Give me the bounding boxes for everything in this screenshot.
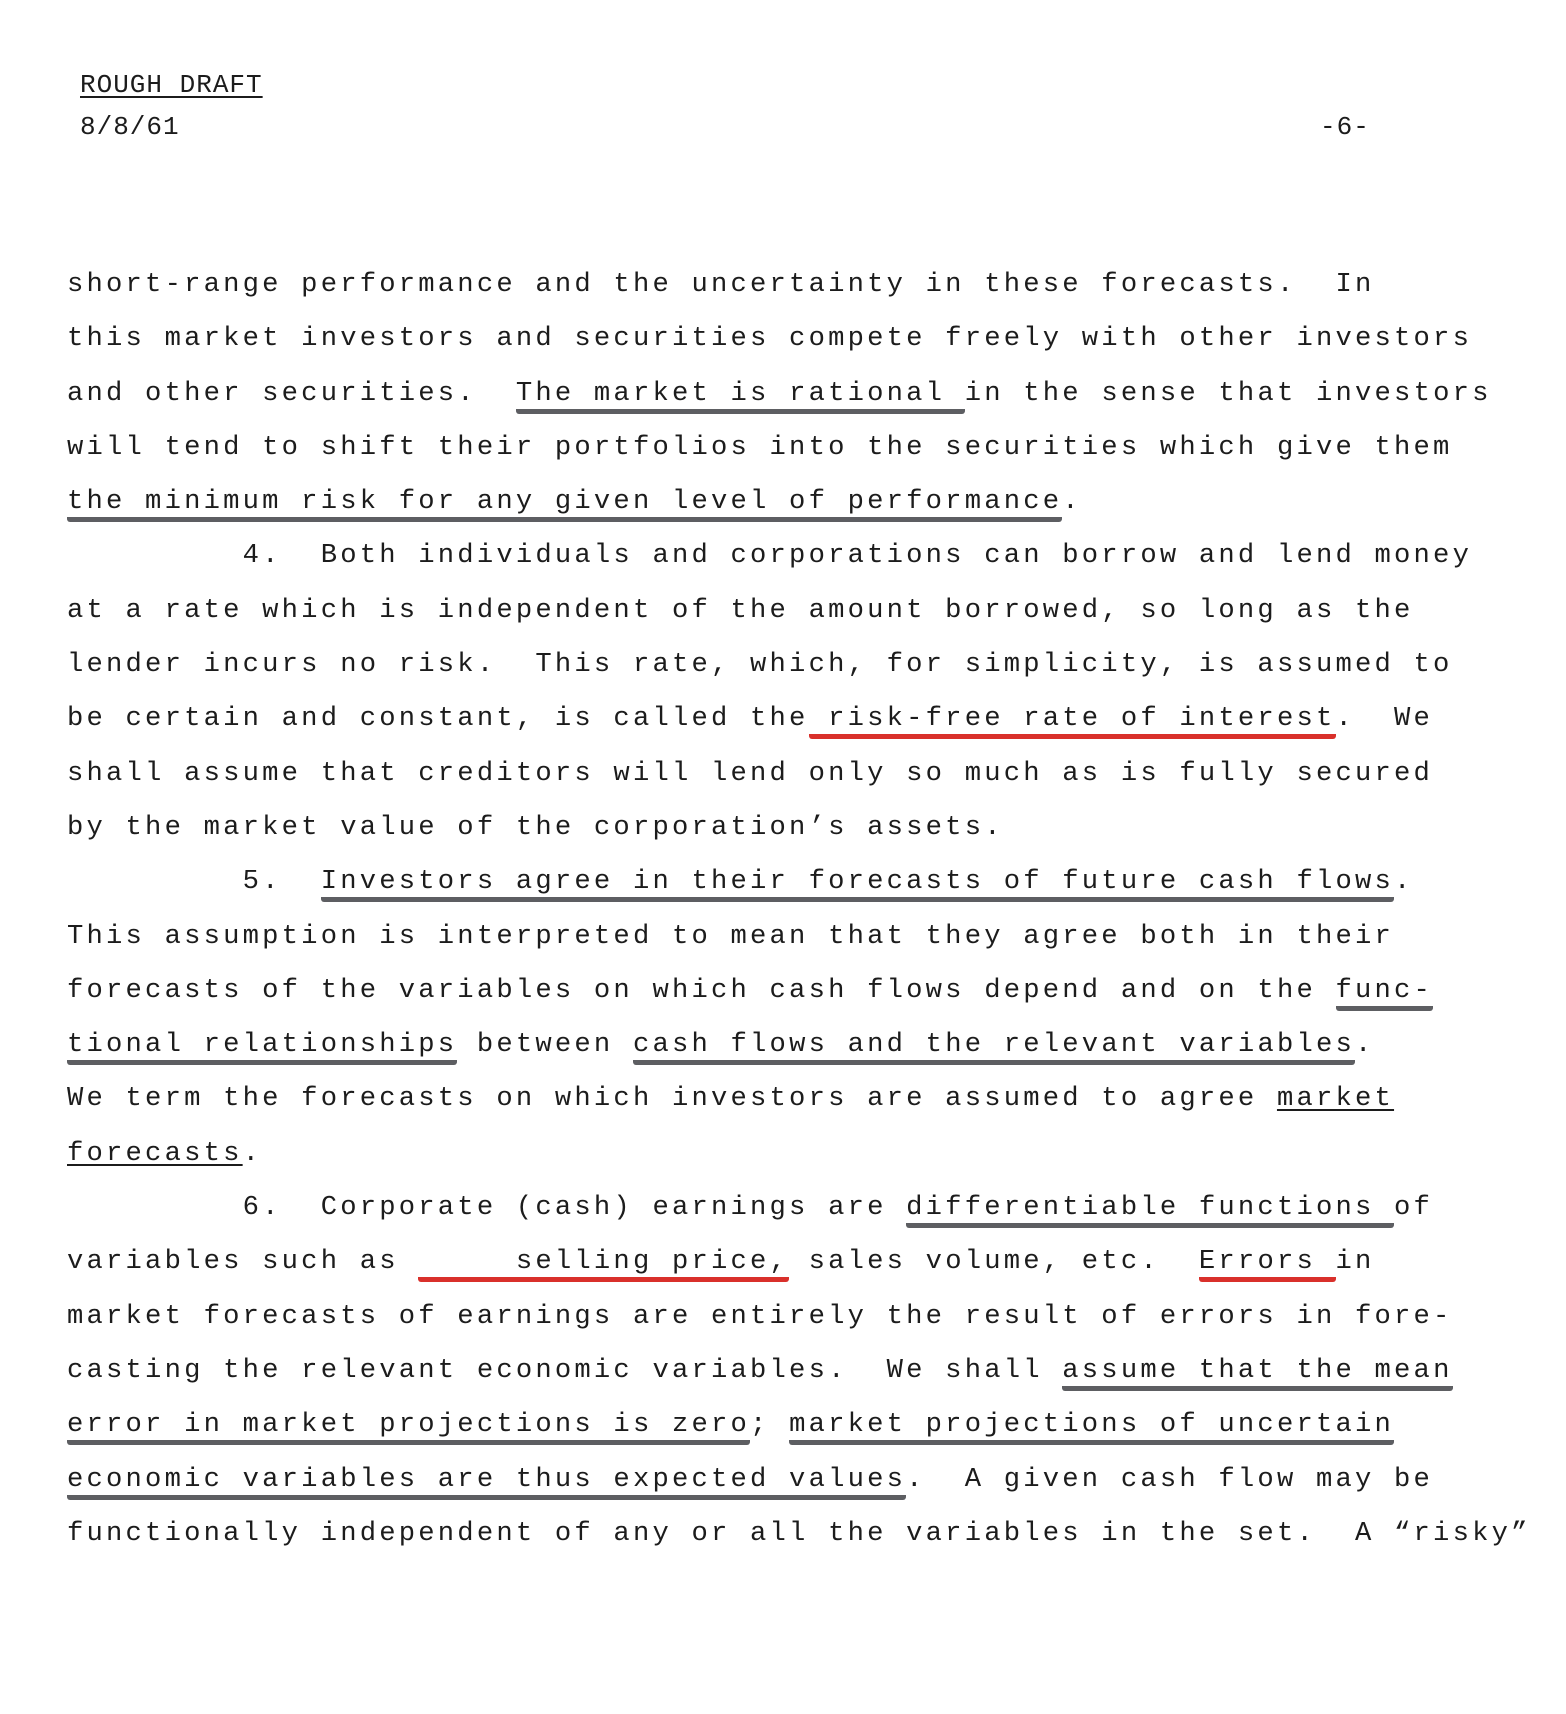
text-run: This assumption is interpreted to mean that they agree both in their <box>67 920 1395 952</box>
text-line <box>67 1290 1537 1344</box>
pen-underline-gray: differentiable functions <box>906 1192 1394 1228</box>
pen-underline-gray: The market is rational <box>516 378 965 414</box>
text-run: by the market value of the corporation’s assets. <box>67 811 1004 843</box>
text-run: lender incurs no risk. This rate, which, for simplicity, is assumed to <box>67 649 1453 681</box>
text-run: between <box>457 1029 633 1061</box>
text-run: will tend to shift their portfolios into the securities which give them <box>67 431 1453 463</box>
text-line <box>67 1181 1537 1235</box>
text-line <box>67 747 1537 801</box>
text-line <box>67 801 1537 855</box>
text-run: 6. Corporate (cash) earnings are <box>67 1192 907 1224</box>
text-run: We term the forecasts on which investors are assumed to agree <box>67 1083 1277 1115</box>
typed-underline: forecasts <box>67 1137 243 1169</box>
typed-underline: market <box>1276 1083 1395 1115</box>
text-run: at a rate which is independent of the amount borrowed, so long as the <box>67 594 1414 626</box>
text-run: this market investors and securities compete freely with other investors <box>67 323 1473 355</box>
pen-underline-red: selling price, <box>418 1246 789 1282</box>
text-line <box>67 1127 1537 1181</box>
text-run: . We <box>1335 703 1434 735</box>
pen-underline-gray: tional relationships <box>67 1029 457 1065</box>
text-run: be certain and constant, is called the <box>67 703 809 735</box>
text-run: . <box>1355 1029 1375 1061</box>
pen-underline-gray: Investors agree in their forecasts of future cash flows <box>321 866 1394 902</box>
pen-underline-red: Errors <box>1199 1246 1336 1282</box>
text-line <box>67 367 1537 421</box>
text-line <box>67 855 1537 909</box>
text-line <box>67 1344 1537 1398</box>
text-line <box>67 1398 1537 1452</box>
text-run: casting the relevant economic variables. We shall <box>67 1354 1063 1386</box>
text-run: market forecasts of earnings are entirely the result of errors in fore- <box>67 1300 1453 1332</box>
text-run: 5. <box>67 866 321 898</box>
text-line <box>67 421 1537 475</box>
page-number: -6- <box>1320 112 1370 142</box>
pen-underline-gray: assume that the mean <box>1062 1355 1452 1391</box>
pen-underline-gray: economic variables are thus expected values <box>67 1464 906 1500</box>
text-line <box>67 964 1537 1018</box>
text-line <box>67 529 1537 583</box>
text-run: of <box>1394 1192 1434 1224</box>
text-line <box>67 584 1537 638</box>
body-text <box>67 258 1537 1561</box>
text-line <box>67 638 1537 692</box>
pen-underline-gray: market projections of uncertain <box>789 1409 1394 1445</box>
text-line <box>67 258 1537 312</box>
text-run: functionally independent of any or all the variables in the set. A “risky” <box>67 1517 1531 1549</box>
text-line <box>67 1235 1537 1289</box>
pen-underline-red: risk-free rate of interest <box>809 703 1336 739</box>
text-line <box>67 910 1537 964</box>
text-run: ; <box>750 1409 790 1441</box>
text-line <box>67 1072 1537 1126</box>
text-run: in the sense that investors <box>964 377 1492 409</box>
text-run: in <box>1335 1246 1375 1278</box>
text-run: and other securities. <box>67 377 516 409</box>
text-line <box>67 692 1537 746</box>
text-run: . <box>1394 866 1414 898</box>
pen-underline-gray: error in market projections is zero <box>67 1409 750 1445</box>
pen-underline-gray: the minimum risk for any given level of performance <box>67 486 1062 522</box>
text-line <box>67 312 1537 366</box>
pen-underline-gray: func- <box>1336 975 1434 1011</box>
text-run: variables such as <box>67 1246 419 1278</box>
text-run: short-range performance and the uncertainty in these forecasts. In <box>67 269 1375 300</box>
draft-title: ROUGH DRAFT <box>80 70 263 100</box>
text-run: . <box>242 1137 263 1169</box>
text-line <box>67 1018 1537 1072</box>
text-line <box>67 1453 1537 1507</box>
text-run: 4. Both individuals and corporations can borrow and lend money <box>67 540 1473 572</box>
text-run: forecasts of the variables on which cash flows depend and on the <box>67 974 1336 1006</box>
pen-underline-gray: cash flows and the relevant variables <box>633 1029 1355 1065</box>
text-run: shall assume that creditors will lend only so much as is fully secured <box>67 757 1434 789</box>
text-run: sales volume, etc. <box>789 1246 1199 1278</box>
text-run: . <box>1062 486 1082 518</box>
text-run: . A given cash flow may be <box>906 1463 1434 1495</box>
text-line <box>67 1507 1537 1561</box>
draft-date: 8/8/61 <box>80 112 180 142</box>
text-line <box>67 475 1537 529</box>
